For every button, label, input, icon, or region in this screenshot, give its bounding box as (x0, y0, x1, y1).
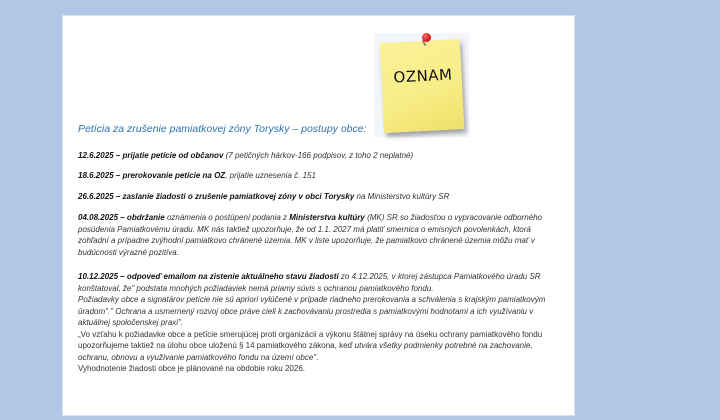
timeline-entry (78, 191, 558, 203)
entry-date-action: 12.6.2025 – prijatie petície od občanov (78, 151, 224, 160)
entry-detail-line2: Požiadavky obce a signatárov petície nie sú apriori vylúčené v prípade riadneho prerokovania a schválenia s krajským pamiatkovým úradom"." Ochrana a usmernený rozvoj obce práve cieli k zachovávaniu prostredia s pamiatkovými hodnotami a ich využívaniu v aktuálnej spoločenskej praxi". (78, 295, 546, 327)
entry-detail: (7 petičných hárkov-166 podpisov, z toho 2 neplatné) (223, 151, 414, 160)
entry-detail-continued: (MK) SR so žiadosťou o vypracovanie odborného posúdenia Pamiatkovému úradu. MK nás taktiež upozorňuje, že od 1.1. 2027 má platiť smernica o emisných povolenkách, ktorá zohľadní a prípadne zvýhodní pamiatkovo chránené územia. MK v liste upozorňuje, že pamiatkovo chránené územia môžu mať v budúcnosti výrazné pozitíva. (78, 213, 542, 257)
timeline-entry (78, 150, 558, 162)
oznam-note-image (374, 33, 469, 137)
entry-detail: , prijatie uznesenia č. 151 (225, 171, 316, 180)
entry-ministry: Ministerstva kultúry (289, 213, 365, 222)
entry-date-action: 18.6.2025 – prerokovanie petície na OZ (78, 171, 226, 180)
timeline-entry (78, 170, 558, 182)
timeline-entry (78, 271, 558, 375)
note-label: OZNAM (393, 65, 453, 87)
entry-date-action: 10.12.2025 – odpoveď emailom na zistenie aktuálneho stavu žiadosti (78, 272, 339, 281)
entry-detail: na Ministerstvo kultúry SR (354, 192, 450, 201)
entry-date-action: 04.08.2025 – obdržanie (78, 213, 165, 222)
timeline-entry (78, 212, 558, 258)
page-title: Petícia za zrušenie pamiatkovej zóny Torysky – postupy obce: (78, 123, 367, 135)
entry-date-action: 26.6.2025 – zaslanie žiadosti o zrušenie pamiatkovej zóny v obci Torysky (78, 192, 355, 201)
pushpin-icon (422, 33, 431, 42)
entry-quote: „Vo vzťahu k požiadavke obce a petície smerujúcej proti organizácii a výkonu štátnej správy na úseku ochrany pamiatkového fondu upozorňujeme taktiež na úlohu obce uloženú § 14 pamiatkového zákona, keď (78, 329, 543, 350)
entry-detail: zo 4.12.2025, v ktorej zástupca Pamiatkového úradu SR konštatoval, že" podstata mnohých požiadaviek nemá priamy súvis s ochranou pamiatkového fondu. (78, 272, 541, 293)
entry-conclusion: Vyhodnotenie žiadosti obce je plánované na obdobie roku 2026. (78, 364, 305, 373)
entry-quote-italic: utvára všetky podmienky potrebné na zachovanie, ochranu, obnovu a využívanie pamiatkového fondu na území obce" (78, 341, 533, 362)
entry-quote-end: . (316, 352, 319, 362)
entry-detail: oznámenia o postúpení podania z (164, 213, 290, 222)
